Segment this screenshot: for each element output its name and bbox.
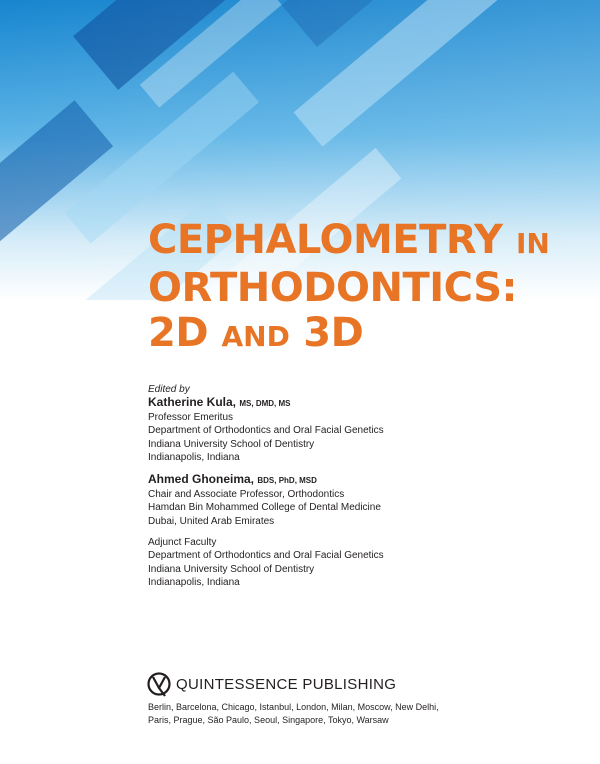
title-word-and: AND [221, 320, 290, 353]
editor-2 [148, 472, 381, 528]
editor-2-credentials: BDS, PhD, MSD [257, 476, 317, 485]
editor-2-adjunct [148, 536, 384, 590]
quintessence-q-icon [146, 671, 172, 697]
book-title [148, 218, 550, 359]
title-word-cephalometry: CEPHALOMETRY [148, 217, 503, 263]
editor-1-line: Professor Emeritus [148, 412, 234, 423]
editor-2-adjunct-line: Adjunct Faculty [148, 537, 217, 548]
title-word-in: IN [515, 227, 550, 260]
publisher-name: QUINTESSENCE PUBLISHING [176, 675, 397, 693]
editor-1-line: Indianapolis, Indiana [148, 452, 240, 464]
editor-2-line: Dubai, United Arab Emirates [148, 515, 275, 527]
publisher-cities [148, 701, 468, 726]
title-word-orthodontics: ORTHODONTICS: [148, 265, 518, 311]
editor-2-adjunct-line: Indiana University School of Dentistry [148, 563, 315, 575]
edited-by-label: Edited by [148, 384, 190, 395]
editor-2-line: Hamdan Bin Mohammed College of Dental Medicine [148, 502, 381, 514]
editor-1-line: Department of Orthodontics and Oral Facial Genetics [148, 425, 384, 437]
editor-2-name: Ahmed Ghoneima, [148, 472, 255, 486]
title-word-3d: 3D [303, 310, 364, 356]
editor-1-line: Indiana University School of Dentistry [148, 438, 315, 450]
publisher-logo [146, 671, 396, 697]
publisher-cities-line: Berlin, Barcelona, Chicago, Istanbul, London, Milan, Moscow, New Delhi, [148, 702, 439, 712]
editor-1-name: Katherine Kula, [148, 395, 237, 409]
editor-1-credentials: MS, DMD, MS [239, 399, 291, 408]
publisher-cities-line: Paris, Prague, São Paulo, Seoul, Singapore, Tokyo, Warsaw [148, 714, 389, 725]
editor-2-adjunct-line: Department of Orthodontics and Oral Facial Genetics [148, 550, 384, 562]
title-word-2d: 2D [148, 310, 209, 356]
editor-1 [148, 395, 384, 465]
editor-2-adjunct-line: Indianapolis, Indiana [148, 577, 240, 589]
editor-2-line: Chair and Associate Professor, Orthodontics [148, 489, 345, 500]
